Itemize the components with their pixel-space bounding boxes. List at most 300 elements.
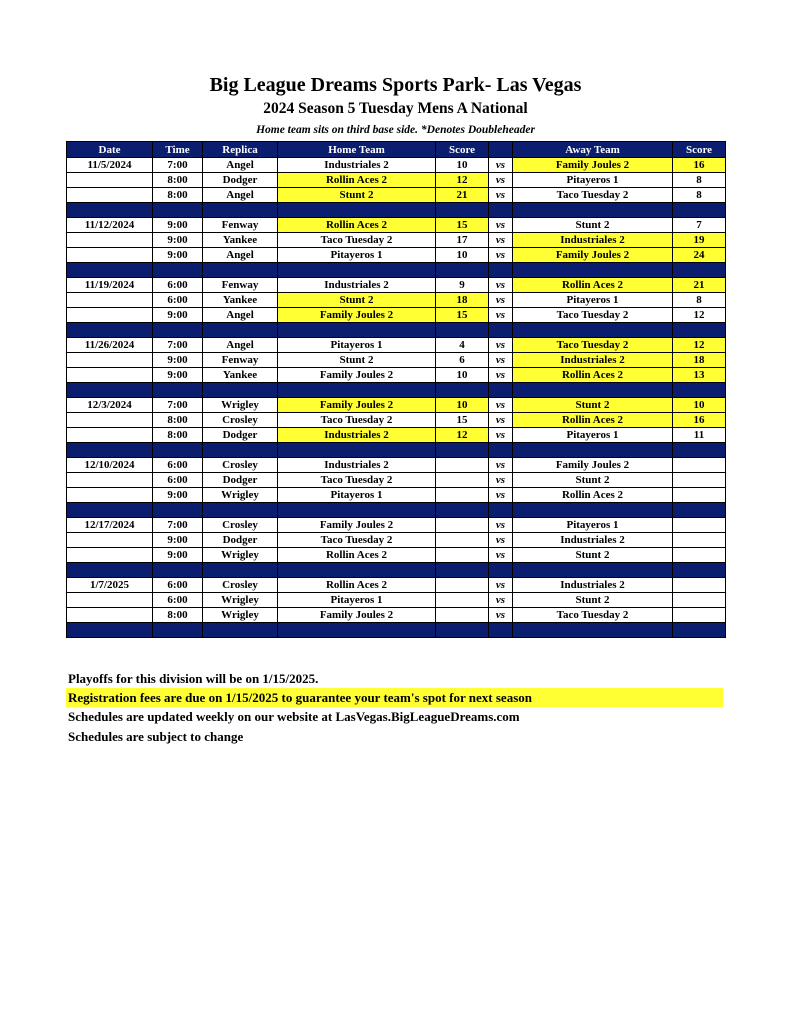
vs-label: vs [489,548,513,563]
home-team: Stunt 2 [278,293,436,308]
home-team: Taco Tuesday 2 [278,413,436,428]
home-team: Stunt 2 [278,188,436,203]
home-score: 4 [436,338,489,353]
home-score [436,608,489,623]
game-replica: Angel [203,188,278,203]
away-score: 19 [673,233,726,248]
away-team: Family Joules 2 [513,458,673,473]
game-row [67,398,726,413]
game-time: 8:00 [153,173,203,188]
header-away-team: Away Team [513,142,673,158]
game-row [67,458,726,473]
away-team: Pitayeros 1 [513,293,673,308]
game-time: 7:00 [153,338,203,353]
home-score [436,458,489,473]
home-score [436,548,489,563]
registration-note: Registration fees are due on 1/15/2025 to guarantee your team's spot for next season [66,688,723,707]
separator-cell [67,623,153,638]
away-team: Industriales 2 [513,578,673,593]
away-score: 21 [673,278,726,293]
home-score [436,488,489,503]
away-team: Industriales 2 [513,233,673,248]
header-date: Date [67,142,153,158]
away-team: Rollin Aces 2 [513,278,673,293]
week-separator [67,263,726,278]
separator-cell [278,443,436,458]
vs-label: vs [489,218,513,233]
game-time: 9:00 [153,488,203,503]
home-team: Taco Tuesday 2 [278,233,436,248]
game-row [67,413,726,428]
home-score: 10 [436,248,489,263]
home-team: Rollin Aces 2 [278,173,436,188]
header-time: Time [153,142,203,158]
separator-cell [153,563,203,578]
separator-cell [203,563,278,578]
vs-label: vs [489,578,513,593]
game-row [67,278,726,293]
away-team: Family Joules 2 [513,158,673,173]
separator-cell [153,323,203,338]
page-title: Big League Dreams Sports Park- Las Vegas [209,74,582,96]
home-score: 9 [436,278,489,293]
separator-cell [673,503,726,518]
away-score [673,548,726,563]
game-date [67,308,153,323]
separator-cell [513,563,673,578]
separator-cell [203,323,278,338]
website-note: Schedules are updated weekly on our website at LasVegas.BigLeagueDreams.com [68,709,520,724]
game-date [67,413,153,428]
header-row [67,142,726,158]
game-row [67,158,726,173]
vs-label: vs [489,293,513,308]
vs-label: vs [489,188,513,203]
game-row [67,248,726,263]
game-replica: Crosley [203,518,278,533]
away-score: 8 [673,173,726,188]
home-team: Industriales 2 [278,278,436,293]
home-score [436,518,489,533]
game-replica: Yankee [203,293,278,308]
game-date: 12/3/2024 [67,398,153,413]
game-time: 7:00 [153,518,203,533]
vs-label: vs [489,158,513,173]
separator-cell [278,203,436,218]
game-row [67,473,726,488]
away-team: Pitayeros 1 [513,518,673,533]
game-row [67,293,726,308]
game-replica: Angel [203,158,278,173]
game-time: 8:00 [153,608,203,623]
away-score: 24 [673,248,726,263]
game-row [67,233,726,248]
game-replica: Wrigley [203,398,278,413]
away-score [673,518,726,533]
home-score [436,533,489,548]
home-score: 10 [436,398,489,413]
away-team: Rollin Aces 2 [513,368,673,383]
separator-cell [67,563,153,578]
separator-cell [436,323,489,338]
home-team: Rollin Aces 2 [278,578,436,593]
separator-cell [513,623,673,638]
separator-cell [436,623,489,638]
separator-cell [203,503,278,518]
away-score [673,593,726,608]
vs-label: vs [489,353,513,368]
away-team: Rollin Aces 2 [513,488,673,503]
game-replica: Fenway [203,278,278,293]
game-row [67,188,726,203]
game-time: 6:00 [153,473,203,488]
separator-cell [489,623,513,638]
separator-cell [489,383,513,398]
doubleheader-note: Home team sits on third base side. *Denotes Doubleheader [256,124,535,136]
home-team: Industriales 2 [278,428,436,443]
away-score: 13 [673,368,726,383]
separator-cell [513,383,673,398]
game-date [67,533,153,548]
away-team: Rollin Aces 2 [513,413,673,428]
away-score: 8 [673,293,726,308]
separator-cell [67,263,153,278]
header-away-score: Score [673,142,726,158]
away-team: Industriales 2 [513,533,673,548]
home-team: Family Joules 2 [278,398,436,413]
away-team: Family Joules 2 [513,248,673,263]
separator-cell [278,503,436,518]
home-score: 17 [436,233,489,248]
separator-cell [278,563,436,578]
home-score: 12 [436,428,489,443]
game-date [67,488,153,503]
game-row [67,518,726,533]
game-time: 9:00 [153,248,203,263]
vs-label: vs [489,233,513,248]
away-score: 16 [673,158,726,173]
away-team: Stunt 2 [513,218,673,233]
game-row [67,608,726,623]
home-score: 21 [436,188,489,203]
week-separator [67,203,726,218]
separator-cell [153,503,203,518]
game-row [67,548,726,563]
separator-cell [203,383,278,398]
game-date: 12/10/2024 [67,458,153,473]
away-score [673,458,726,473]
home-team: Family Joules 2 [278,518,436,533]
separator-cell [489,563,513,578]
game-date [67,608,153,623]
game-date: 11/5/2024 [67,158,153,173]
game-time: 7:00 [153,158,203,173]
away-score [673,578,726,593]
game-replica: Wrigley [203,548,278,563]
game-replica: Dodger [203,428,278,443]
game-replica: Angel [203,338,278,353]
game-replica: Wrigley [203,488,278,503]
header-vs [489,142,513,158]
vs-label: vs [489,278,513,293]
game-date [67,173,153,188]
game-replica: Crosley [203,578,278,593]
vs-label: vs [489,248,513,263]
home-team: Pitayeros 1 [278,248,436,263]
away-team: Stunt 2 [513,593,673,608]
game-replica: Angel [203,308,278,323]
game-replica: Fenway [203,218,278,233]
separator-cell [67,203,153,218]
home-score: 15 [436,413,489,428]
home-team: Family Joules 2 [278,368,436,383]
game-time: 6:00 [153,293,203,308]
separator-cell [513,203,673,218]
game-date [67,593,153,608]
separator-cell [278,323,436,338]
game-date [67,548,153,563]
week-separator [67,563,726,578]
separator-cell [513,443,673,458]
week-separator [67,443,726,458]
header-home-team: Home Team [278,142,436,158]
vs-label: vs [489,608,513,623]
game-time: 9:00 [153,218,203,233]
game-date [67,473,153,488]
game-replica: Angel [203,248,278,263]
separator-cell [489,203,513,218]
game-time: 9:00 [153,308,203,323]
away-team: Pitayeros 1 [513,173,673,188]
vs-label: vs [489,173,513,188]
header-replica: Replica [203,142,278,158]
game-replica: Yankee [203,368,278,383]
away-score: 10 [673,398,726,413]
home-team: Taco Tuesday 2 [278,473,436,488]
game-replica: Wrigley [203,593,278,608]
home-team: Stunt 2 [278,353,436,368]
separator-cell [278,383,436,398]
home-team: Pitayeros 1 [278,488,436,503]
separator-cell [673,623,726,638]
away-team: Stunt 2 [513,548,673,563]
game-row [67,533,726,548]
away-score [673,533,726,548]
game-row [67,488,726,503]
separator-cell [513,263,673,278]
home-score: 18 [436,293,489,308]
away-score: 11 [673,428,726,443]
separator-cell [278,263,436,278]
game-date [67,248,153,263]
home-score: 10 [436,368,489,383]
game-time: 6:00 [153,578,203,593]
separator-cell [67,443,153,458]
separator-cell [489,503,513,518]
vs-label: vs [489,338,513,353]
game-replica: Fenway [203,353,278,368]
separator-cell [278,623,436,638]
separator-cell [673,203,726,218]
game-date: 11/12/2024 [67,218,153,233]
separator-cell [67,503,153,518]
week-separator [67,623,726,638]
schedule-body [67,158,726,638]
week-separator [67,503,726,518]
game-replica: Dodger [203,173,278,188]
game-row [67,593,726,608]
game-date [67,293,153,308]
home-score: 12 [436,173,489,188]
home-team: Pitayeros 1 [278,338,436,353]
game-date [67,368,153,383]
subject-note: Schedules are subject to change [68,729,244,744]
away-score: 8 [673,188,726,203]
game-time: 9:00 [153,368,203,383]
vs-label: vs [489,473,513,488]
game-time: 8:00 [153,428,203,443]
game-replica: Yankee [203,233,278,248]
away-team: Stunt 2 [513,398,673,413]
home-team: Family Joules 2 [278,608,436,623]
separator-cell [153,623,203,638]
away-team: Industriales 2 [513,353,673,368]
game-date: 11/26/2024 [67,338,153,353]
home-score: 6 [436,353,489,368]
game-row [67,308,726,323]
home-team: Family Joules 2 [278,308,436,323]
away-score [673,473,726,488]
separator-cell [436,383,489,398]
game-replica: Crosley [203,413,278,428]
game-date [67,233,153,248]
week-separator [67,383,726,398]
separator-cell [203,443,278,458]
game-time: 6:00 [153,278,203,293]
home-score: 15 [436,308,489,323]
game-date: 1/7/2025 [67,578,153,593]
game-date [67,428,153,443]
game-replica: Crosley [203,458,278,473]
vs-label: vs [489,458,513,473]
game-replica: Wrigley [203,608,278,623]
vs-label: vs [489,428,513,443]
separator-cell [436,263,489,278]
vs-label: vs [489,368,513,383]
game-time: 9:00 [153,353,203,368]
away-team: Pitayeros 1 [513,428,673,443]
game-time: 8:00 [153,413,203,428]
game-replica: Dodger [203,533,278,548]
separator-cell [67,383,153,398]
game-time: 6:00 [153,458,203,473]
week-separator [67,323,726,338]
home-score [436,578,489,593]
vs-label: vs [489,413,513,428]
away-score [673,608,726,623]
game-time: 9:00 [153,533,203,548]
away-score: 7 [673,218,726,233]
separator-cell [436,563,489,578]
home-team: Taco Tuesday 2 [278,533,436,548]
game-row [67,338,726,353]
separator-cell [203,203,278,218]
header-home-score: Score [436,142,489,158]
home-score [436,473,489,488]
vs-label: vs [489,398,513,413]
separator-cell [513,323,673,338]
home-team: Industriales 2 [278,458,436,473]
separator-cell [673,263,726,278]
page-subtitle: 2024 Season 5 Tuesday Mens A National [263,100,528,117]
separator-cell [489,263,513,278]
away-team: Taco Tuesday 2 [513,188,673,203]
separator-cell [673,563,726,578]
game-time: 6:00 [153,593,203,608]
away-team: Taco Tuesday 2 [513,608,673,623]
separator-cell [436,503,489,518]
vs-label: vs [489,308,513,323]
away-score [673,488,726,503]
game-date: 11/19/2024 [67,278,153,293]
separator-cell [153,203,203,218]
vs-label: vs [489,518,513,533]
separator-cell [153,263,203,278]
away-score: 18 [673,353,726,368]
away-team: Taco Tuesday 2 [513,338,673,353]
home-team: Pitayeros 1 [278,593,436,608]
home-score [436,593,489,608]
playoffs-note: Playoffs for this division will be on 1/15/2025. [68,671,319,686]
separator-cell [489,323,513,338]
schedule-table [66,141,726,638]
away-score: 12 [673,308,726,323]
game-date [67,353,153,368]
separator-cell [203,263,278,278]
separator-cell [673,323,726,338]
separator-cell [436,443,489,458]
away-score: 12 [673,338,726,353]
home-team: Rollin Aces 2 [278,548,436,563]
game-time: 9:00 [153,233,203,248]
game-time: 9:00 [153,548,203,563]
separator-cell [673,443,726,458]
game-row [67,173,726,188]
separator-cell [436,203,489,218]
separator-cell [153,383,203,398]
game-time: 8:00 [153,188,203,203]
home-score: 10 [436,158,489,173]
separator-cell [513,503,673,518]
game-date: 12/17/2024 [67,518,153,533]
home-score: 15 [436,218,489,233]
game-row [67,218,726,233]
separator-cell [153,443,203,458]
game-row [67,368,726,383]
separator-cell [67,323,153,338]
home-team: Industriales 2 [278,158,436,173]
home-team: Rollin Aces 2 [278,218,436,233]
vs-label: vs [489,488,513,503]
game-time: 7:00 [153,398,203,413]
away-team: Taco Tuesday 2 [513,308,673,323]
game-row [67,578,726,593]
game-row [67,353,726,368]
separator-cell [489,443,513,458]
game-replica: Dodger [203,473,278,488]
game-row [67,428,726,443]
separator-cell [203,623,278,638]
